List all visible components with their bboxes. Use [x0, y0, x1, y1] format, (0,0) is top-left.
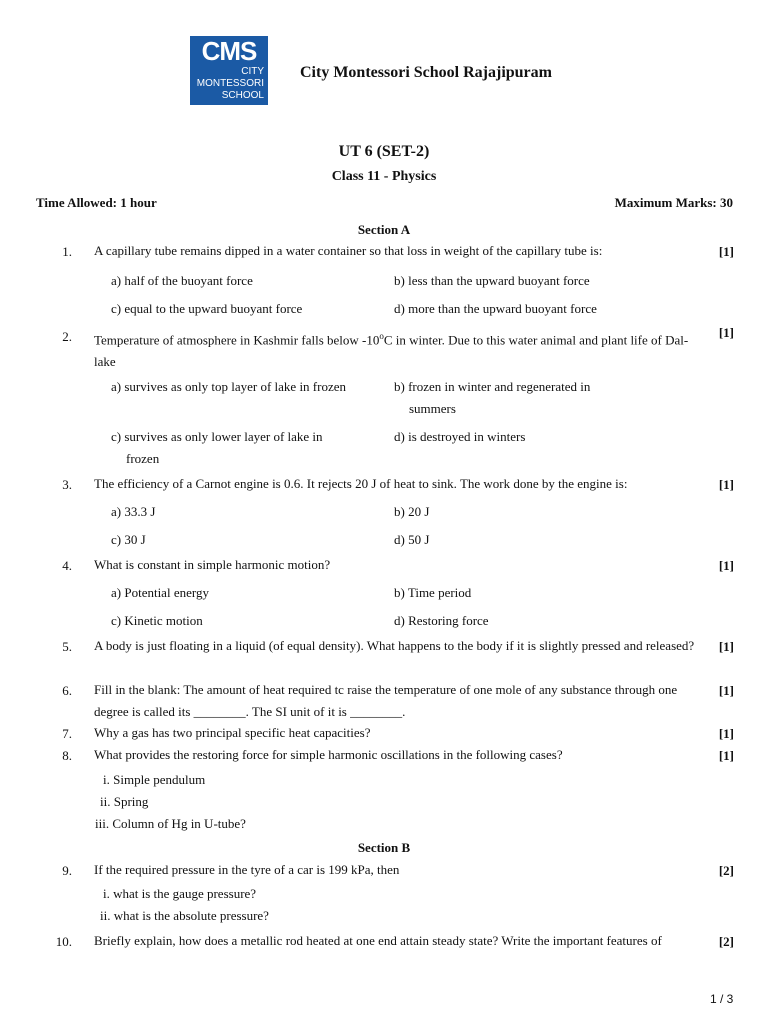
test-title: UT 6 (SET-2) [338, 143, 430, 160]
option-d: d) Restoring force [394, 613, 489, 628]
question-text: Fill in the blank: The amount of heat required tc raise the temperature of one mole of any substance through one degree is called its ________. The SI unit of it is ________. [94, 682, 678, 719]
option-a: a) survives as only top layer of lake in frozen [111, 379, 347, 394]
school-logo [190, 36, 268, 105]
sub-item: iii. Column of Hg in U-tube? [95, 816, 246, 831]
question-marks: [1] [718, 748, 734, 763]
question-number: 8. [62, 748, 72, 763]
question-marks: [1] [718, 558, 734, 573]
class-subject: Class 11 - Physics [331, 169, 437, 184]
option-d: d) 50 J [394, 532, 430, 547]
question-text: Briefly explain, how does a metallic rod heated at one end attain steady state? Write the important features of [94, 933, 662, 948]
option-c: c) Kinetic motion [111, 613, 203, 628]
sub-item: i. what is the gauge pressure? [103, 886, 257, 901]
page-number: 1 / 3 [710, 992, 734, 1006]
question-marks: [1] [718, 683, 734, 698]
option-b-continued: summers [409, 401, 456, 416]
option-a: a) half of the buoyant force [111, 273, 253, 288]
question-number: 6. [62, 683, 72, 698]
option-c: c) 30 J [111, 532, 146, 547]
option-a: a) Potential energy [111, 585, 209, 600]
option-c-continued: frozen [126, 451, 160, 466]
question-marks: [2] [718, 863, 734, 878]
question-number: 5. [62, 639, 72, 654]
option-b: b) Time period [394, 585, 472, 600]
question-number: 4. [62, 558, 72, 573]
sub-item: ii. Spring [100, 794, 149, 809]
logo-mark: CMS [201, 36, 257, 66]
question-number: 2. [62, 329, 72, 344]
question-marks: [2] [718, 934, 734, 949]
sub-item: i. Simple pendulum [103, 772, 206, 787]
maximum-marks: Maximum Marks: 30 [614, 195, 733, 210]
question-text: The efficiency of a Carnot engine is 0.6. It rejects 20 J of heat to sink. The work done by the engine is: [94, 476, 628, 491]
question-text: A capillary tube remains dipped in a water container so that loss in weight of the capillary tube is: [94, 243, 603, 258]
question-text: If the required pressure in the tyre of a car is 199 kPa, then [94, 862, 400, 877]
question-text: What provides the restoring force for simple harmonic oscillations in the following cases? [94, 747, 563, 762]
question-text: Why a gas has two principal specific heat capacities? [94, 725, 371, 740]
question-marks: [1] [718, 325, 734, 340]
question-number: 9. [62, 863, 72, 878]
question-text: Temperature of atmosphere in Kashmir falls below -10$^o$C in winter. Due to this water animal and plant life of Dal-lake [94, 331, 689, 370]
time-allowed: Time Allowed: 1 hour [36, 195, 157, 210]
section-a-heading: Section A [357, 222, 411, 237]
question-number: 7. [62, 726, 72, 741]
option-d: d) is destroyed in winters [394, 429, 526, 444]
sub-item: ii. what is the absolute pressure? [100, 908, 269, 923]
option-a: a) 33.3 J [111, 504, 156, 519]
option-d: d) more than the upward buoyant force [394, 301, 597, 316]
option-b: b) less than the upward buoyant force [394, 273, 590, 288]
section-b-heading: Section B [357, 840, 411, 855]
school-name: City Montessori School Rajajipuram [300, 64, 552, 81]
option-c: c) survives as only lower layer of lake in [111, 429, 323, 444]
question-marks: [1] [718, 726, 734, 741]
question-marks: [1] [718, 477, 734, 492]
question-text: A body is just floating in a liquid (of equal density). What happens to the body if it is slightly pressed and released? [94, 638, 695, 653]
question-text: What is constant in simple harmonic motion? [94, 557, 331, 572]
question-number: 1. [62, 244, 72, 259]
question-number: 3. [62, 477, 72, 492]
option-b: b) frozen in winter and regenerated in [394, 379, 591, 394]
logo-text: CITY MONTESSORI SCHOOL [196, 66, 264, 101]
option-b: b) 20 J [394, 504, 430, 519]
question-number: 10. [55, 934, 72, 949]
question-marks: [1] [718, 639, 734, 654]
question-marks: [1] [718, 244, 734, 259]
option-c: c) equal to the upward buoyant force [111, 301, 303, 316]
